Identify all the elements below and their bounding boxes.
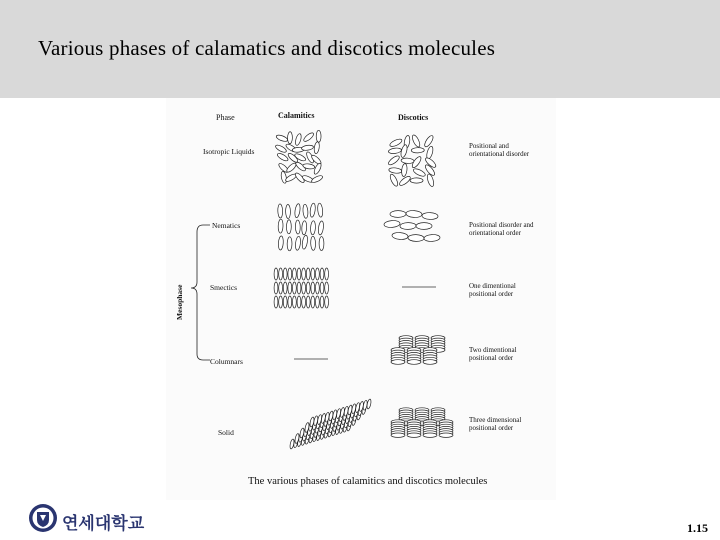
- phase-label-smectics: Smectics: [210, 283, 238, 292]
- logo-text: 연세대학교: [62, 514, 145, 534]
- desc-smectics-2: positional order: [469, 290, 514, 298]
- desc-columnars-2: positional order: [469, 354, 514, 362]
- desc-solid-1: Three dimensional: [469, 416, 522, 424]
- phase-label-columnars: Columnars: [210, 357, 243, 366]
- isotropic-calamitic-molecules: [275, 130, 324, 184]
- solid-discotic-molecules: [391, 408, 453, 438]
- desc-isotropic-2: orientational disorder: [469, 150, 530, 158]
- nematic-discotic-molecules: [384, 210, 440, 242]
- desc-columnars-1: Two dimentional: [469, 346, 517, 354]
- desc-nematics-1: Positional disorder and: [469, 221, 534, 229]
- title-bar: [0, 0, 720, 98]
- desc-isotropic-1: Positional and: [469, 142, 509, 150]
- phase-diagram: [166, 98, 556, 500]
- desc-smectics-1: One dimentional: [469, 282, 516, 290]
- slide-title: Various phases of calamatics and discotics molecules: [38, 36, 496, 60]
- mesophase-bracket: [191, 225, 210, 360]
- columnar-discotic-molecules: [391, 336, 445, 365]
- nematic-calamitic-molecules: [278, 203, 325, 251]
- header-phase: Phase: [216, 113, 235, 122]
- desc-solid-2: positional order: [469, 424, 514, 432]
- university-logo: [28, 503, 148, 537]
- smectic-calamitic-molecules: [274, 268, 328, 308]
- university-seal-icon: [28, 503, 58, 533]
- phase-label-nematics: Nematics: [212, 221, 241, 230]
- solid-calamitic-molecules: [289, 399, 371, 449]
- page-number: 1.15: [687, 521, 708, 535]
- header-calamitics: Calamitics: [278, 111, 315, 120]
- phase-label-solid: Solid: [218, 428, 234, 437]
- figure-caption: The various phases of calamitics and discotics molecules: [248, 476, 488, 487]
- isotropic-discotic-molecules: [387, 134, 437, 187]
- mesophase-label: Mesophase: [175, 284, 184, 320]
- desc-nematics-2: orientational order: [469, 229, 521, 237]
- header-discotics: Discotics: [398, 113, 429, 122]
- phase-label-isotropic: Isotropic Liquids: [203, 147, 255, 156]
